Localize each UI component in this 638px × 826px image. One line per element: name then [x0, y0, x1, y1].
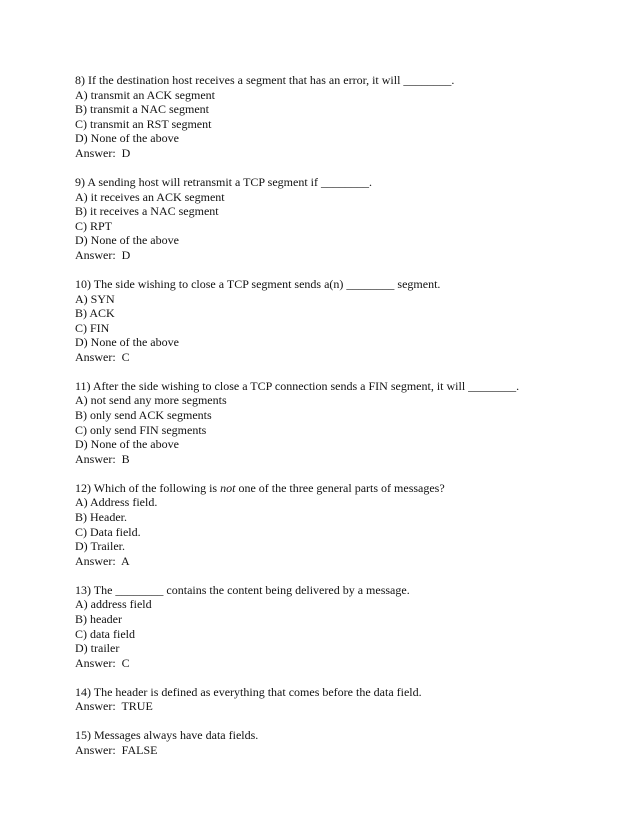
question-stem	[75, 481, 615, 496]
answer-line: Answer: FALSE	[75, 742, 158, 757]
option-c: C) transmit an RST segment	[75, 116, 212, 131]
option-d: D) None of the above	[75, 131, 179, 146]
option-a: A) it receives an ACK segment	[75, 189, 225, 204]
question-14	[75, 685, 615, 714]
answer-line: Answer: A	[75, 553, 130, 568]
answer-line: Answer: TRUE	[75, 699, 153, 714]
question-stem: 9) A sending host will retransmit a TCP segment if ________.	[75, 174, 372, 189]
option-d: D) Trailer.	[75, 539, 126, 554]
option-c: C) data field	[75, 626, 135, 641]
option-a: A) not send any more segments	[75, 393, 227, 408]
option-a: A) transmit an ACK segment	[75, 87, 215, 102]
question-13	[75, 583, 615, 671]
option-b: B) it receives a NAC segment	[75, 204, 219, 219]
question-stem: 14) The header is defined as everything that comes before the data field.	[75, 684, 422, 699]
question-15	[75, 728, 615, 757]
question-stem: 10) The side wishing to close a TCP segment sends a(n) ________ segment.	[75, 276, 441, 291]
answer-line: Answer: D	[75, 145, 131, 160]
question-stem: 15) Messages always have data fields.	[75, 728, 259, 743]
option-a: A) SYN	[75, 291, 115, 306]
question-stem: 11) After the side wishing to close a TCP connection sends a FIN segment, it will ________.	[75, 378, 520, 393]
answer-line: Answer: C	[75, 349, 130, 364]
question-stem: 8) If the destination host receives a segment that has an error, it will ________.	[75, 73, 455, 87]
option-d: D) None of the above	[75, 437, 179, 452]
option-b: B) transmit a NAC segment	[75, 102, 209, 117]
option-b: B) ACK	[75, 306, 115, 321]
question-10	[75, 277, 615, 365]
stem-emphasis: not	[220, 480, 236, 495]
option-a: A) address field	[75, 597, 152, 612]
option-c: C) RPT	[75, 218, 113, 233]
question-8	[75, 73, 615, 161]
question-11	[75, 379, 615, 467]
option-b: B) Header.	[75, 510, 127, 524]
option-c: C) only send FIN segments	[75, 422, 207, 437]
stem-text-after: one of the three general parts of messages?	[235, 480, 445, 495]
option-b: B) header	[75, 611, 122, 626]
answer-line: Answer: B	[75, 451, 130, 466]
question-stem: 13) The ________ contains the content being delivered by a message.	[75, 582, 410, 597]
answer-line: Answer: D	[75, 247, 131, 262]
option-d: D) None of the above	[75, 335, 179, 350]
question-12	[75, 481, 615, 569]
question-9	[75, 175, 615, 263]
option-a: A) Address field.	[75, 495, 158, 510]
option-d: D) trailer	[75, 641, 120, 656]
option-d: D) None of the above	[75, 233, 179, 248]
answer-line: Answer: C	[75, 655, 130, 670]
option-b: B) only send ACK segments	[75, 408, 212, 423]
option-c: C) FIN	[75, 320, 110, 335]
quiz-page	[75, 73, 615, 772]
option-c: C) Data field.	[75, 524, 141, 539]
stem-text-before: 12) Which of the following is	[75, 480, 221, 495]
